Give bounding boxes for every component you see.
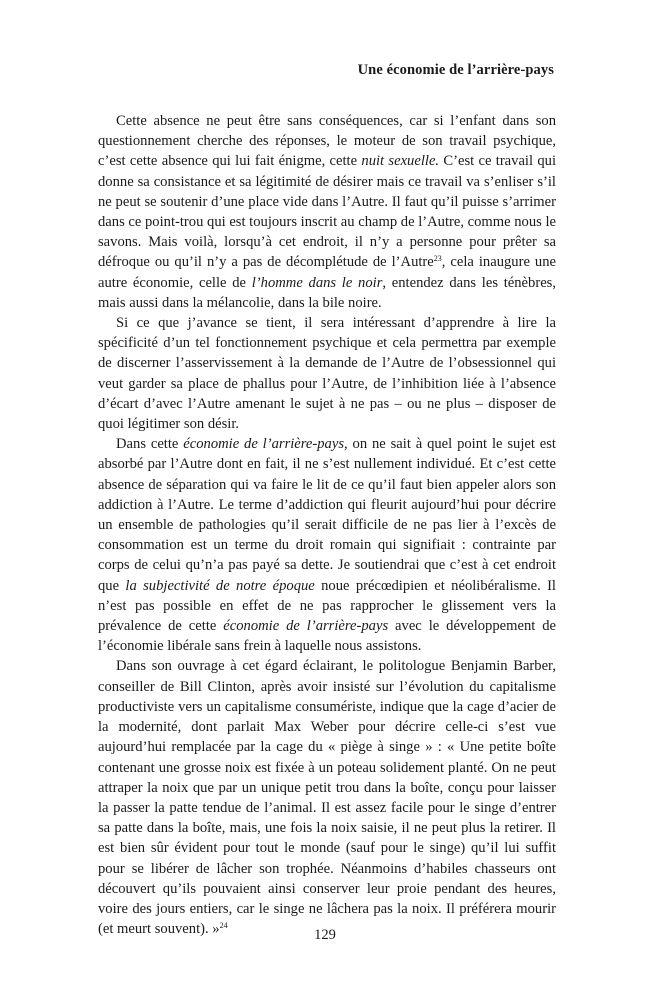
- italic-phrase: nuit sexuelle.: [361, 153, 440, 170]
- paragraph-3: [98, 434, 556, 656]
- italic-phrase: économie de l’arrière-pays: [183, 436, 345, 453]
- text-run: , cela inaugure une autre économie, celle de: [98, 254, 556, 291]
- footnote-ref-24: 24: [219, 921, 228, 931]
- body-text: [98, 111, 556, 939]
- text-run: , entendez dans les ténèbres, mais aussi dans la mélancolie, dans la bile noire.: [98, 274, 556, 311]
- text-run: Dans son ouvrage à cet égard éclairant, le politologue Benjamin Barber, conseiller de Bill Clinton, après avoir insisté sur l’évolution du capitalisme productiviste vers un capitalisme consumériste, indique que la cage d’acier de la modernité, dont parlait Max Weber pour décrire celle-ci s’est vue aujourd’hui remplacée par la cage du « piège à singe » : « Une petite boîte contenant une grosse noix est fixée à un poteau solidement planté. On ne peut attraper la noix que par un unique petit trou dans la boîte, conçu pour laisser la passer la patte tendue de l’animal. Il est assez facile pour le singe d’entrer sa patte dans la boîte, mais, une fois la noix saisie, il ne peut plus la retirer. Il est bien sûr évident pour tout le monde (sauf pour le singe) qu’il lui suffit pour se libérer de lâcher son trophée. Néanmoins d’habiles chasseurs ont découvert qu’ils pouvaient ainsi conserver leur proie pendant des heures, voire des jours entiers, car le singe ne lâchera pas la noix. Il préférera mourir (et meurt souvent). »: [98, 658, 556, 938]
- text-run: Dans cette: [116, 436, 184, 453]
- text-run: , on ne sait à quel point le sujet est absorbé par l’Autre dont en fait, il ne s’est nullement individué. Et c’est cette absence de séparation qui va faire le lit de ce qu’il faut bien appeler alors son addiction à l’Autre. Le terme d’addiction qui fleurit aujourd’hui pour décrire un ensemble de pathologies qu’il serait difficile de ne pas lier à l’excès de consommation est un terme du droit romain qui signifiait : contrainte par corps de celui qu’n’a pas payé sa dette. Je soutiendrai que c’est à cet endroit que: [98, 436, 556, 594]
- italic-phrase: économie de l’arrière-pays: [223, 618, 389, 635]
- footnote-ref-23: 23: [433, 254, 442, 264]
- text-run: Cette absence ne peut être sans conséquences, car si l’enfant dans son questionnement cherche des réponses, le moteur de son travail psychique, c’est cette absence qui lui fait énigme, cette: [98, 113, 556, 170]
- running-header: Une économie de l’arrière-pays: [357, 62, 554, 78]
- text-run: avec le développement de l’économie libérale sans frein à laquelle nous assistons.: [98, 618, 556, 655]
- page-number: 129: [314, 927, 336, 943]
- paragraph-2: [98, 313, 556, 434]
- italic-phrase: l’homme dans le noir: [251, 274, 383, 291]
- text-run: noue précœdipien et néolibéralisme. Il n’est pas possible en effet de ne pas rapprocher le glissement vers la prévalence de cette: [98, 577, 556, 635]
- italic-phrase: la subjectivité de notre époque: [125, 577, 315, 594]
- paragraph-4: [98, 656, 556, 939]
- paragraph-1: [98, 111, 556, 313]
- text-run: Si ce que j’avance se tient, il sera intéressant d’apprendre à lire la spécificité d’un tel fonctionnement psychique et cela permettra par exemple de discerner l’asservissement à la demande de l’Autre de l’obsessionnel qui veut garder sa place de phallus pour l’Autre, de l’inhibition liée à l’absence d’écart d’avec l’Autre amenant le sujet à ne pas – ou ne plus – disposer de quoi légitimer son désir.: [98, 315, 556, 433]
- text-run: C’est ce travail qui donne sa consistance et sa légitimité de désirer mais ce travail va s’enliser s’il ne peut se soutenir d’une place vide dans l’Autre. Il faut qu’il puisse s’arrimer dans ce point-trou qui est toujours inscrit au champ de l’Autre, comme nous le savons. Mais voilà, lorsqu’à cet endroit, il n’y a personne pour prêter sa défroque ou qu’il n’y a pas de décomplétude de l’Autre: [98, 153, 557, 271]
